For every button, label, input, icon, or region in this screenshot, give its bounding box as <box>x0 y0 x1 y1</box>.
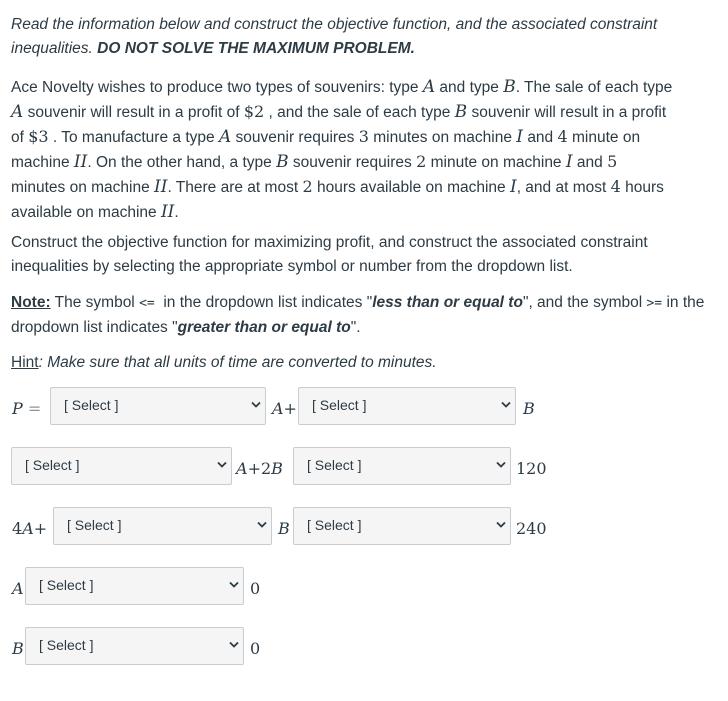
chevron-down-icon <box>251 401 261 409</box>
constraint-2-rhs: 240 <box>516 519 547 538</box>
construct-instructions: Construct the objective function for maximizing profit, and construct the associated constraint inequalities by selecting the appropriate symbol or number from the dropdown list. <box>11 234 648 275</box>
note: Note: The symbol <= in the dropdown list indicates "less than or equal to", and the symbol >= in the dropdown list indicates "greater than or equal to". <box>11 294 705 336</box>
chevron-down-icon <box>229 581 239 589</box>
objective-coef-b-select[interactable]: [ Select ] <box>298 387 516 425</box>
objective-mid: A+ <box>272 399 297 418</box>
chevron-down-icon <box>501 401 511 409</box>
constraint-1-coef-select[interactable]: [ Select ] <box>11 447 232 485</box>
chevron-down-icon <box>496 521 506 529</box>
constraint-3-rhs: 0 <box>250 579 261 598</box>
constraint-4-symbol-select[interactable]: [ Select ] <box>25 627 244 665</box>
constraint-2-symbol-select[interactable]: [ Select ] <box>293 507 511 545</box>
chevron-down-icon <box>257 521 267 529</box>
hint: Hint: Make sure that all units of time are converted to minutes. <box>11 354 437 371</box>
chevron-down-icon <box>217 461 227 469</box>
constraint-2-lead: 4A+ <box>12 519 48 538</box>
constraint-1-symbol-select[interactable]: [ Select ] <box>293 447 511 485</box>
constraint-3-symbol-select[interactable]: [ Select ] <box>25 567 244 605</box>
objective-tail: B <box>523 399 535 418</box>
objective-coef-a-select[interactable]: [ Select ] <box>50 387 266 425</box>
constraint-1-mid: A+2B <box>236 459 283 478</box>
constraint-4-lead: B <box>12 639 24 658</box>
constraint-2-coef-select[interactable]: [ Select ] <box>53 507 272 545</box>
constraint-4-rhs: 0 <box>250 639 261 658</box>
constraint-2-mid: B <box>278 519 290 538</box>
chevron-down-icon <box>229 641 239 649</box>
constraint-1-rhs: 120 <box>516 459 547 478</box>
objective-lead: P = <box>12 399 42 418</box>
problem-statement: Ace Novelty wishes to produce two types of souvenirs: type A and type B. The sale of each type A souvenir will result in a profit of $2 , and the sale of each type B souvenir will result in a profit of $3 . To manufacture a type A souvenir requires 3 minutes on machine I and 4 minute on machine II. On the other hand, a type B souvenir requires 2 minute on machine I and 5 minutes on machine II. There are at most 2 hours available on machine I, and at most 4 hours available on machine II. <box>11 77 673 222</box>
constraint-3-lead: A <box>12 579 24 598</box>
instructions: Read the information below and construct the objective function, and the associated constraint inequalities. DO NOT SOLVE THE MAXIMUM PROBLEM. <box>11 16 658 57</box>
chevron-down-icon <box>496 461 506 469</box>
